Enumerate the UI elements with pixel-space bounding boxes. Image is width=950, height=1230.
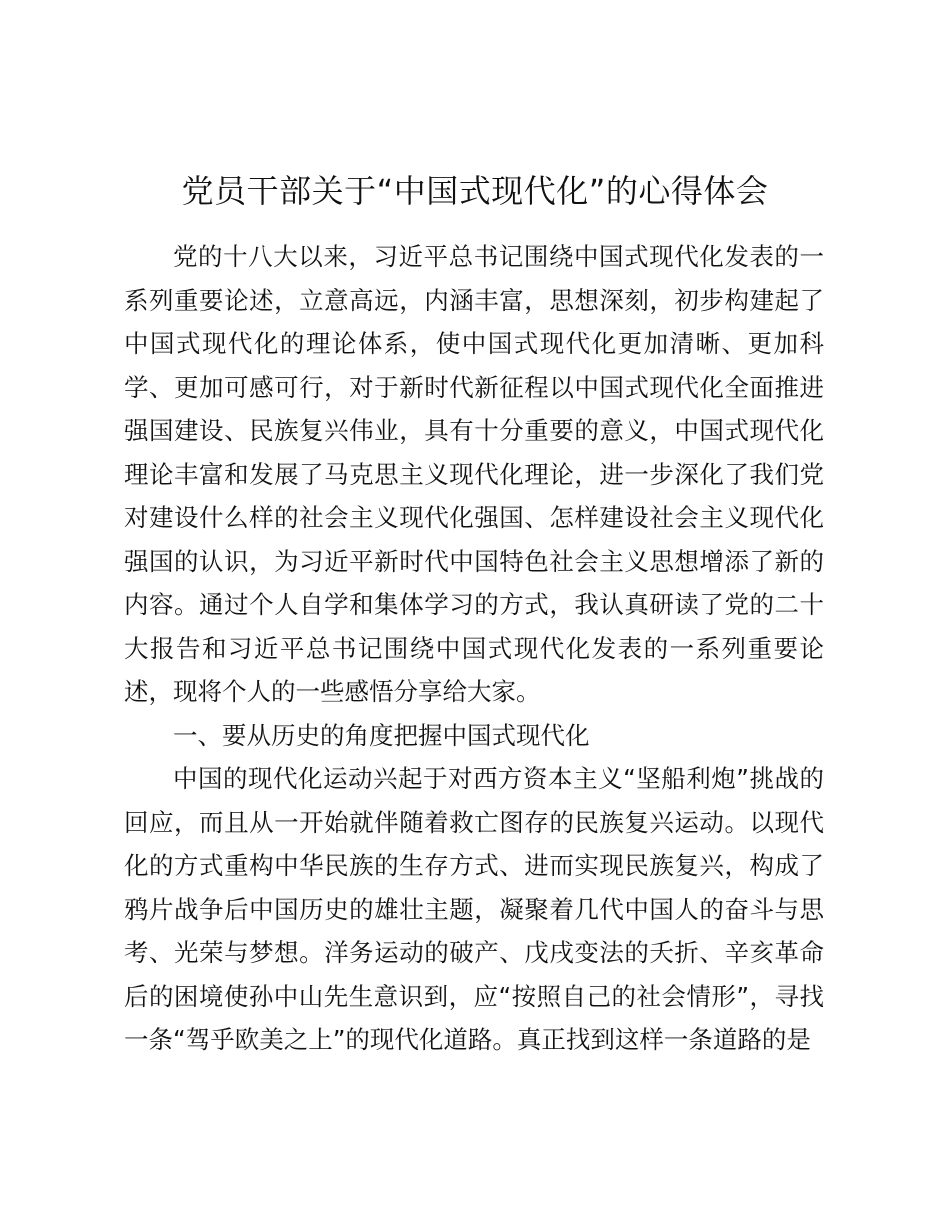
document-title: 党员干部关于“中国式现代化”的心得体会 — [181, 172, 769, 210]
paragraph-history: 中国的现代化运动兴起于对西方资本主义“坚船利炮”挑战的回应，而且从一开始就伴随着救亡图存的民族复兴运动。以现代化的方式重构中华民族的生存方式、进而实现民族复兴，构成了鸦片战争后中国历史的雄壮主题，凝聚着几代中国人的奋斗与思考、光荣与梦想。洋务运动的破产、戊戌变法的夭折、辛亥革命后的困境使孙中山先生意识到，应“按照自己的社会情形”，寻找一条“驾乎欧美之上”的现代化道路。真正找到这样一条道路的是 — [124, 764, 824, 1054]
document-body — [124, 235, 824, 1062]
paragraph-intro: 党的十八大以来，习近平总书记围绕中国式现代化发表的一系列重要论述，立意高远，内涵丰富，思想深刻，初步构建起了中国式现代化的理论体系，使中国式现代化更加清晰、更加科学、更加可感可行，对于新时代新征程以中国式现代化全面推进强国建设、民族复兴伟业，具有十分重要的意义，中国式现代化理论丰富和发展了马克思主义现代化理论，进一步深化了我们党对建设什么样的社会主义现代化强国、怎样建设社会主义现代化强国的认识，为习近平新时代中国特色社会主义思想增添了新的内容。通过个人自学和集体学习的方式，我认真研读了党的二十大报告和习近平总书记围绕中国式现代化发表的一系列重要论述，现将个人的一些感悟分享给大家。 — [124, 242, 824, 706]
section-heading: 一、要从历史的角度把握中国式现代化 — [173, 720, 590, 750]
